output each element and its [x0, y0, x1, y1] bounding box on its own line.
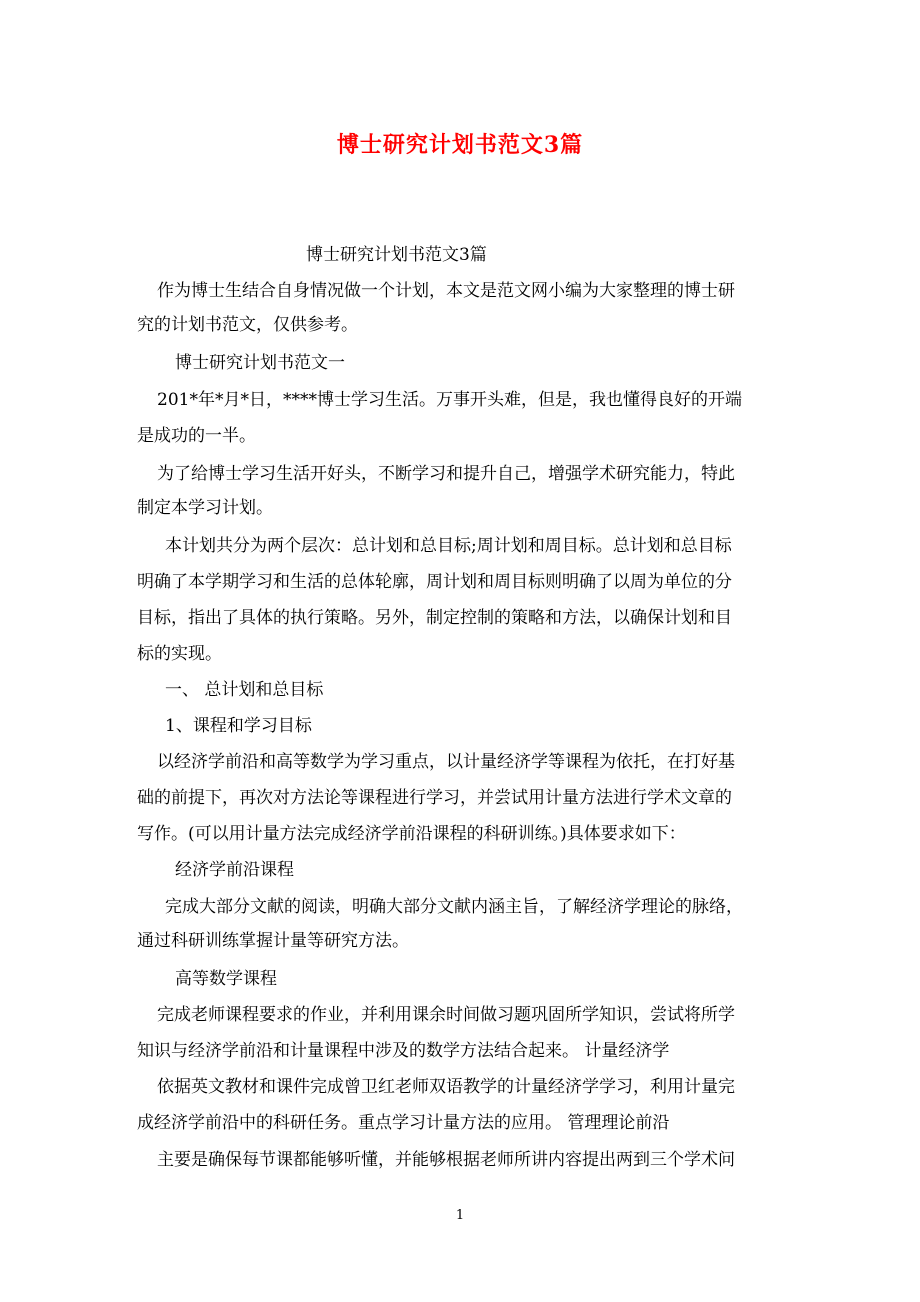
- paragraph-line: 究的计划书范文，仅供参考。: [137, 315, 358, 335]
- paragraph-line: 是成功的一半。: [137, 426, 256, 446]
- paragraph-line: 础的前提下，再次对方法论等课程进行学习，并尝试用计量方法进行学术文章的: [137, 788, 732, 808]
- paragraph-line: 目标，指出了具体的执行策略。另外，制定控制的策略和方法，以确保计划和目: [137, 608, 732, 628]
- document-title: 博士研究计划书范文3篇: [336, 132, 584, 158]
- section-heading: 1、课程和学习目标: [165, 716, 312, 736]
- paragraph-line: 以经济学前沿和高等数学为学习重点，以计量经济学等课程为依托，在打好基: [157, 752, 735, 772]
- paragraph-line: 制定本学习计划。: [137, 498, 273, 518]
- paragraph-line: 依据英文教材和课件完成曾卫红老师双语教学的计量经济学学习，利用计量完: [157, 1077, 735, 1097]
- paragraph-line: 完成老师课程要求的作业，并利用课余时间做习题巩固所学知识，尝试将所学: [157, 1005, 735, 1025]
- page-number: 1: [455, 1208, 465, 1223]
- section-heading: 经济学前沿课程: [175, 860, 294, 880]
- paragraph-line: 为了给博士学习生活开好头，不断学习和提升自己，增强学术研究能力，特此: [157, 464, 735, 484]
- section-heading: 博士研究计划书范文一: [175, 353, 345, 373]
- paragraph-line: 作为博士生结合自身情况做一个计划，本文是范文网小编为大家整理的博士研: [157, 281, 735, 301]
- section-heading: 高等数学课程: [175, 969, 277, 989]
- paragraph-line: 成经济学前沿中的科研任务。重点学习计量方法的应用。 管理理论前沿: [137, 1113, 670, 1133]
- paragraph-line: 标的实现。: [137, 644, 222, 664]
- paragraph-line: 完成大部分文献的阅读，明确大部分文献内涵主旨，了解经济学理论的脉络，: [165, 897, 743, 917]
- paragraph-line: 本计划共分为两个层次：总计划和总目标;周计划和周目标。总计划和总目标: [165, 536, 732, 556]
- document-subtitle: 博士研究计划书范文3篇: [306, 245, 487, 265]
- paragraph-line: 知识与经济学前沿和计量课程中涉及的数学方法结合起来。 计量经济学: [137, 1041, 670, 1061]
- paragraph-line: 201*年*月*日，****博士学习生活。万事开头难，但是，我也懂得良好的开端: [157, 390, 742, 410]
- paragraph-line: 主要是确保每节课都能够听懂，并能够根据老师所讲内容提出两到三个学术问: [157, 1150, 735, 1170]
- section-heading: 一、 总计划和总目标: [165, 680, 324, 700]
- paragraph-line: 通过科研训练掌握计量等研究方法。: [137, 931, 409, 951]
- paragraph-line: 明确了本学期学习和生活的总体轮廓，周计划和周目标则明确了以周为单位的分: [137, 572, 732, 592]
- paragraph-line: 写作。(可以用计量方法完成经济学前沿课程的科研训练。)具体要求如下：: [137, 824, 686, 844]
